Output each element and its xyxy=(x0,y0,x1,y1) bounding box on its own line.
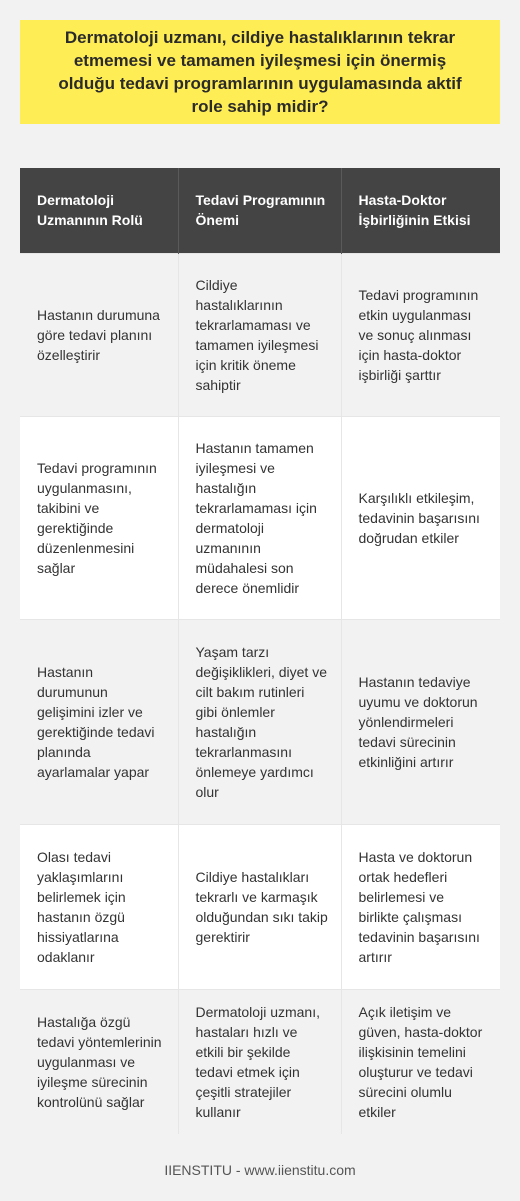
table-cell: Karşılıklı etkileşim, tedavinin başarısını doğrudan etkiler xyxy=(341,416,500,619)
table-cell: Olası tedavi yaklaşımlarını belirlemek için hastanın özgü hissiyatlarına odaklanır xyxy=(20,824,178,989)
column-header-role: Dermatoloji Uzmanının Rolü xyxy=(20,168,178,253)
table-cell: Hastanın tamamen iyileşmesi ve hastalığın tekrarlamaması için dermatoloji uzmanının müdahalesi son derece önemlidir xyxy=(178,416,341,619)
table-cell: Cildiye hastalıkları tekrarlı ve karmaşık olduğundan sıkı takip gerektirir xyxy=(178,824,341,989)
table-cell: Açık iletişim ve güven, hasta-doktor ilişkisinin temelini oluşturur ve tedavi sürecini olumlu etkiler xyxy=(341,989,500,1134)
table-row xyxy=(20,416,500,619)
footer-credit: IIENSTITU - www.iienstitu.com xyxy=(164,1162,356,1178)
table-row xyxy=(20,253,500,416)
table-row xyxy=(20,824,500,989)
title-banner xyxy=(20,20,500,124)
table-header-row xyxy=(20,168,500,253)
table-cell: Hastanın tedaviye uyumu ve doktorun yönlendirmeleri tedavi sürecinin etkinliğini artırır xyxy=(341,619,500,824)
column-header-importance: Tedavi Programının Önemi xyxy=(178,168,341,253)
table-cell: Hastanın durumunun gelişimini izler ve gerektiğinde tedavi planında ayarlamalar yapar xyxy=(20,619,178,824)
table-row xyxy=(20,619,500,824)
table-cell: Yaşam tarzı değişiklikleri, diyet ve cilt bakım rutinleri gibi önlemler hastalığın tekrarlanmasını önlemeye yardımcı olur xyxy=(178,619,341,824)
table-cell: Hastanın durumuna göre tedavi planını özelleştirir xyxy=(20,253,178,416)
table-row xyxy=(20,989,500,1134)
table-cell: Tedavi programının etkin uygulanması ve sonuç alınması için hasta-doktor işbirliği şarttır xyxy=(341,253,500,416)
table-cell: Tedavi programının uygulanmasını, takibini ve gerektiğinde düzenlenmesini sağlar xyxy=(20,416,178,619)
table-cell: Dermatoloji uzmanı, hastaları hızlı ve etkili bir şekilde tedavi etmek için çeşitli stratejiler kullanır xyxy=(178,989,341,1134)
table-cell: Hasta ve doktorun ortak hedefleri belirlemesi ve birlikte çalışması tedavinin başarısını artırır xyxy=(341,824,500,989)
info-table xyxy=(20,168,500,1134)
table-cell: Cildiye hastalıklarının tekrarlamaması ve tamamen iyileşmesi için kritik öneme sahiptir xyxy=(178,253,341,416)
page-title: Dermatoloji uzmanı, cildiye hastalıklarının tekrar etmemesi ve tamamen iyileşmesi için önermiş olduğu tedavi programlarının uygulamasında aktif role sahip midir? xyxy=(58,28,462,116)
table-cell: Hastalığa özgü tedavi yöntemlerinin uygulanması ve iyileşme sürecinin kontrolünü sağlar xyxy=(20,989,178,1134)
column-header-cooperation: Hasta-Doktor İşbirliğinin Etkisi xyxy=(341,168,500,253)
